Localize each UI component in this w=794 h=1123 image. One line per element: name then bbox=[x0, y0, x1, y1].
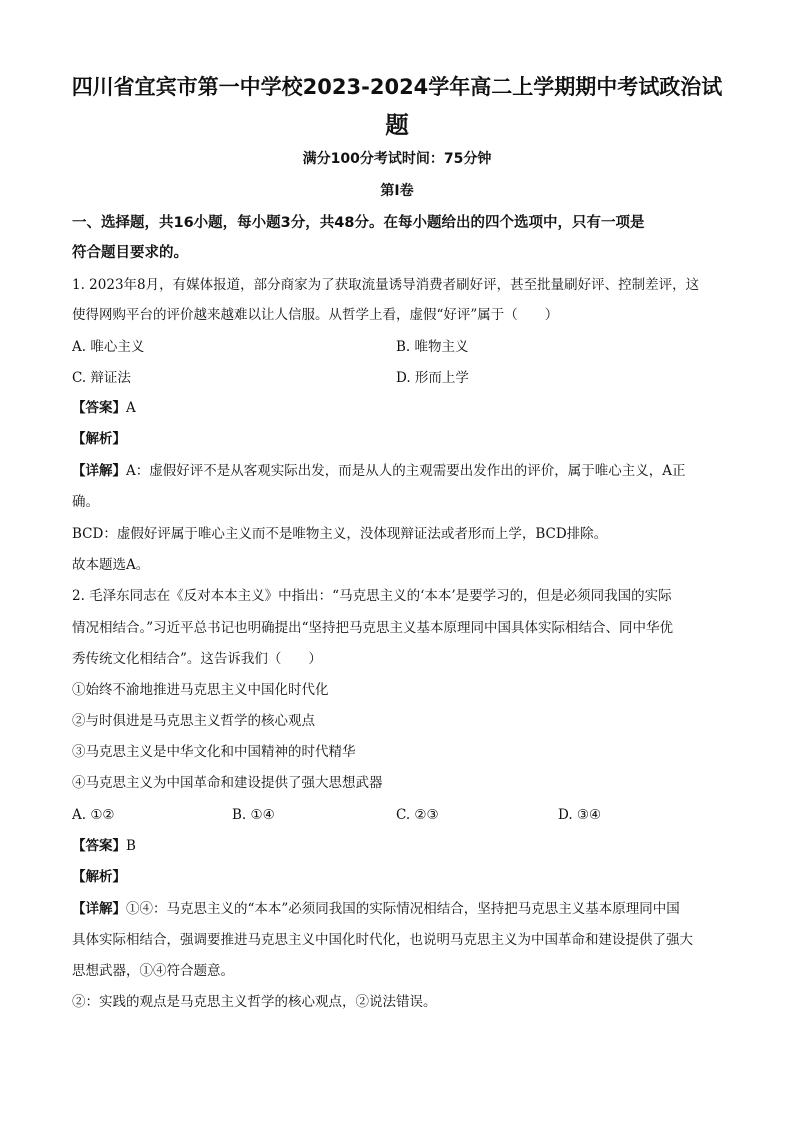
q1-detail-tag: 【详解】 bbox=[72, 463, 126, 479]
q2-stem-line2: 情况相结合。”习近平总书记也明确提出“坚持把马克思主义基本原理同中国具体实际相结合、同中华优 bbox=[72, 620, 674, 636]
q2-detail-line2: 具体实际相结合，强调要推进马克思主义中国化时代化，也说明马克思主义为中国革命和建设提供了强大 bbox=[72, 932, 693, 948]
q2-item-4: ④马克思主义为中国革命和建设提供了强大思想武器 bbox=[72, 775, 383, 791]
q2-answer-tag: 【答案】 bbox=[72, 838, 126, 854]
q2-analysis-tag: 【解析】 bbox=[72, 869, 126, 885]
q1-answer-value: A bbox=[126, 400, 136, 416]
q2-detail-line3: 思想武器，①④符合题意。 bbox=[72, 963, 234, 979]
q2-item-3: ③马克思主义是中华文化和中国精神的时代精华 bbox=[72, 744, 356, 760]
q1-stem-line1: 1. 2023年8月，有媒体报道，部分商家为了获取流量诱导消费者刷好评，甚至批量刷好评、控制差评，这 bbox=[72, 277, 700, 293]
q1-option-a: A. 唯心主义 bbox=[72, 339, 145, 355]
q2-detail-line1: 【详解】①④：马克思主义的“本本”必须同我国的实际情况相结合，坚持把马克思主义基本原理同中国 bbox=[72, 901, 680, 917]
q2-stem-line3: 秀传统文化相结合”。这告诉我们（ ） bbox=[72, 651, 322, 667]
section-heading-line2: 符合题目要求的。 bbox=[72, 245, 188, 261]
q2-option-c: C. ②③ bbox=[396, 807, 439, 823]
q1-option-b: B. 唯物主义 bbox=[396, 339, 469, 355]
volume-label: 第Ⅰ卷 bbox=[380, 183, 414, 199]
q1-answer-tag: 【答案】 bbox=[72, 400, 126, 416]
q2-option-a: A. ①② bbox=[72, 807, 115, 823]
q2-option-b: B. ①④ bbox=[232, 807, 275, 823]
q2-answer-value: B bbox=[126, 838, 136, 854]
q1-detail-line2: 确。 bbox=[72, 494, 99, 510]
q2-option-d: D. ③④ bbox=[558, 807, 602, 823]
q2-detail-tag: 【详解】 bbox=[72, 901, 126, 917]
q1-analysis-tag: 【解析】 bbox=[72, 431, 126, 447]
q2-item-2: ②与时俱进是马克思主义哲学的核心观点 bbox=[72, 713, 315, 729]
exam-title-line2: 题 bbox=[385, 111, 409, 139]
q1-stem-line2: 使得网购平台的评价越来越难以让人信服。从哲学上看，虚假“好评”属于（ ） bbox=[72, 307, 559, 323]
q1-detail-line1: 【详解】A：虚假好评不是从客观实际出发，而是从人的主观需要出发作出的评价，属于唯心主义，A正 bbox=[72, 463, 686, 479]
q1-option-d: D. 形而上学 bbox=[396, 370, 469, 386]
q2-detail-line4: ②：实践的观点是马克思主义哲学的核心观点，②说法错误。 bbox=[72, 994, 437, 1010]
q2-stem-line1: 2. 毛泽东同志在《反对本本主义》中指出：“马克思主义的‘本本’是要学习的，但是必须同我国的实际 bbox=[72, 588, 672, 604]
exam-title-line1: 四川省宜宾市第一中学校2023-2024学年高二上学期期中考试政治试 bbox=[71, 75, 723, 99]
score-time-info: 满分100分考试时间：75分钟 bbox=[302, 151, 492, 167]
q2-item-1: ①始终不渝地推进马克思主义中国化时代化 bbox=[72, 682, 329, 698]
q1-option-c: C. 辩证法 bbox=[72, 370, 131, 386]
q1-answer bbox=[72, 398, 728, 418]
section-heading-line1: 一、选择题，共16小题，每小题3分，共48分。在每小题给出的四个选项中，只有一项是 bbox=[72, 215, 645, 231]
q1-conclusion: 故本题选A。 bbox=[72, 557, 150, 573]
q1-detail-line3: BCD：虚假好评属于唯心主义而不是唯物主义，没体现辩证法或者形而上学，BCD排除。 bbox=[72, 526, 608, 542]
q2-answer bbox=[72, 836, 728, 856]
